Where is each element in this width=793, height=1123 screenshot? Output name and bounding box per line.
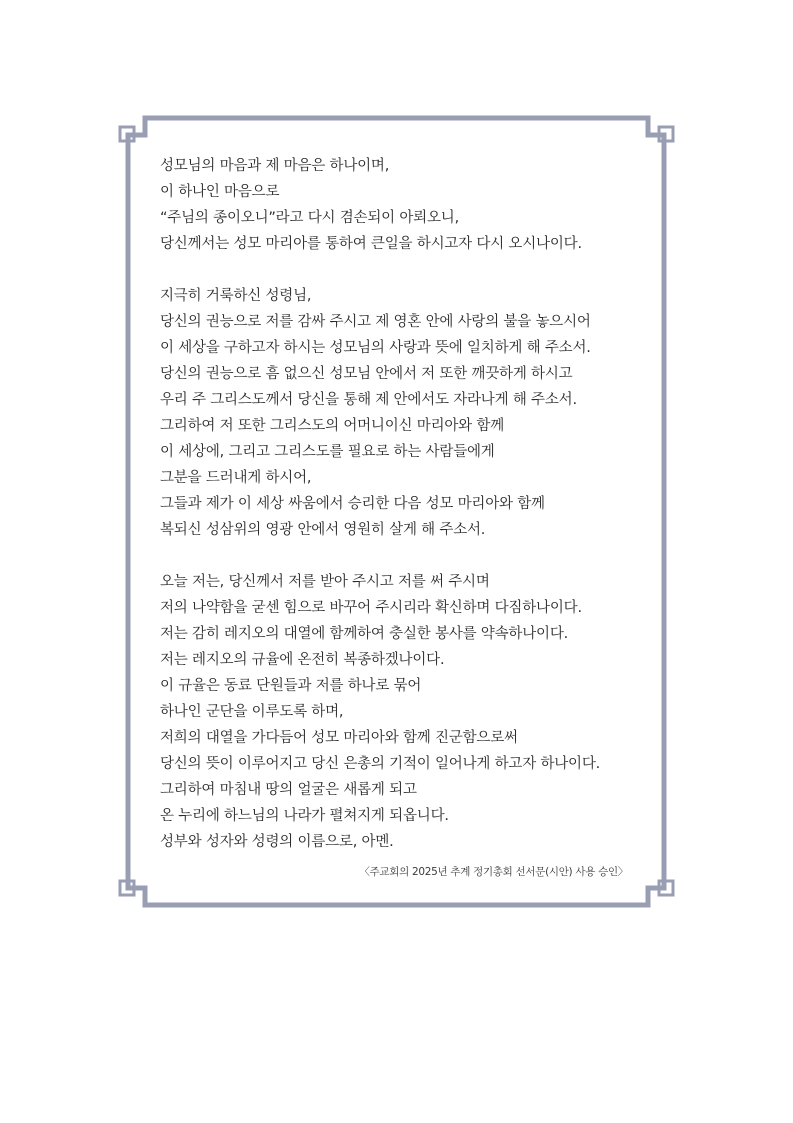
prayer-text: [160, 153, 640, 855]
stanza-gap: [160, 257, 640, 283]
prayer-line: 당신의 권능으로 흠 없으신 성모님 안에서 저 또한 깨끗하게 하시고: [160, 366, 573, 382]
prayer-line: 지극히 거룩하신 성령님,: [160, 288, 312, 304]
prayer-line: 하나인 군단을 이루도록 하며,: [160, 704, 344, 720]
prayer-line: 복되신 성삼위의 영광 안에서 영원히 살게 해 주소서.: [160, 522, 486, 538]
prayer-line: 오늘 저는, 당신께서 저를 받아 주시고 저를 써 주시며: [160, 574, 490, 590]
prayer-line: 당신께서는 성모 마리아를 통하여 큰일을 하시고자 다시 오시나이다.: [160, 236, 582, 252]
prayer-line: 저는 감히 레지오의 대열에 함께하여 충실한 봉사를 약속하나이다.: [160, 626, 569, 642]
prayer-line: 저희의 대열을 가다듬어 성모 마리아와 함께 진군함으로써: [160, 730, 518, 746]
prayer-line: 당신의 뜻이 이루어지고 당신 은총의 기적이 일어나게 하고자 하나이다.: [160, 756, 601, 772]
stanza-3: [160, 569, 640, 855]
stanza-1: [160, 153, 640, 257]
prayer-line: 그리하여 저 또한 그리스도의 어머니이신 마리아와 함께: [160, 418, 505, 434]
prayer-line: 이 세상을 구하고자 하시는 성모님의 사랑과 뜻에 일치하게 해 주소서.: [160, 340, 591, 356]
prayer-line: 그리하여 마침내 땅의 얼굴은 새롭게 되고: [160, 782, 417, 798]
prayer-line: 성부와 성자와 성령의 이름으로, 아멘.: [160, 834, 394, 850]
prayer-line: 온 누리에 하느님의 나라가 펼쳐지게 되옵니다.: [160, 808, 449, 824]
approval-caption: 〈주교회의 2025년 추계 정기총회 선서문(시안) 사용 승인〉: [359, 866, 628, 878]
prayer-line: 이 규율은 동료 단원들과 저를 하나로 묶어: [160, 678, 422, 694]
prayer-line: 이 세상에, 그리고 그리스도를 필요로 하는 사람들에게: [160, 444, 495, 460]
stanza-gap: [160, 543, 640, 569]
prayer-line: 이 하나인 마음으로: [160, 184, 280, 200]
prayer-line: 우리 주 그리스도께서 당신을 통해 제 안에서도 자라나게 해 주소서.: [160, 392, 577, 408]
prayer-line: “주님의 종이오니”라고 다시 겸손되이 아뢰오니,: [160, 210, 460, 226]
prayer-line: 성모님의 마음과 제 마음은 하나이며,: [160, 158, 390, 174]
stanza-2: [160, 283, 640, 543]
prayer-line: 저는 레지오의 규율에 온전히 복종하겠나이다.: [160, 652, 445, 668]
prayer-line: 저의 나약함을 굳센 힘으로 바꾸어 주시리라 확신하며 다짐하나이다.: [160, 600, 582, 616]
prayer-line: 당신의 권능으로 저를 감싸 주시고 제 영혼 안에 사랑의 불을 놓으시어: [160, 314, 591, 330]
prayer-line: 그들과 제가 이 세상 싸움에서 승리한 다음 성모 마리아와 함께: [160, 496, 545, 512]
prayer-line: 그분을 드러내게 하시어,: [160, 470, 312, 486]
